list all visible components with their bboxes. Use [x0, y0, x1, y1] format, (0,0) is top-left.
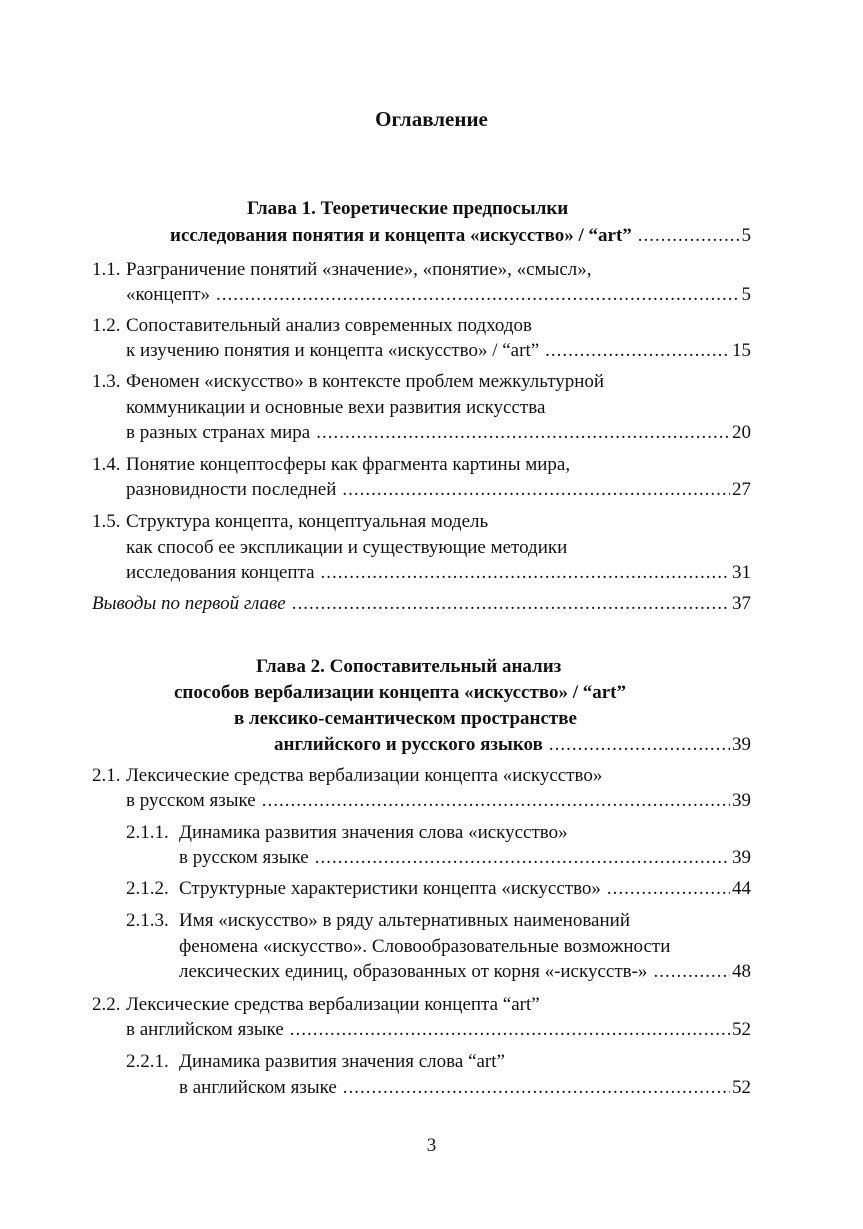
page-ref: 44 [732, 878, 751, 899]
toc-entry-text: в английском языке [179, 1077, 337, 1098]
chapter-2-heading-line-3: в лексико-семантическом пространстве [234, 708, 577, 729]
leader-dots [653, 959, 730, 985]
toc-entry-text: Лексические средства вербализации концепта “art” [126, 994, 540, 1015]
page-ref: 52 [732, 1077, 751, 1098]
toc-entry-text: коммуникации и основные вехи развития искусства [126, 397, 546, 418]
page-title: Оглавление [375, 107, 488, 131]
toc-entry-conclusions-1[interactable] [92, 591, 751, 617]
toc-entry-1-4[interactable] [126, 477, 751, 503]
leader-dots [321, 560, 730, 586]
toc-entry-2-1-1[interactable] [179, 845, 751, 871]
toc-entry-text: «концепт» [126, 284, 211, 305]
toc-entry-text: разновидности последней [126, 479, 337, 500]
section-number: 1.3. [92, 371, 121, 392]
toc-entry-2-2[interactable] [126, 1017, 751, 1043]
toc-entry-text: как способ ее экспликации и существующие методики [126, 537, 568, 558]
toc-entry-text: исследования концепта [126, 562, 315, 583]
leader-dots [290, 1017, 730, 1043]
toc-entry-2-1-3[interactable] [179, 959, 751, 985]
section-number: 2.1.3. [126, 910, 169, 931]
chapter-1-heading-line-1: Глава 1. Теоретические предпосылки [247, 198, 569, 219]
section-number: 1.4. [92, 454, 121, 475]
toc-entry-text: в английском языке [126, 1019, 284, 1040]
toc-entry-text: Структура концепта, концептуальная модель [126, 511, 489, 532]
leader-dots [549, 732, 730, 758]
page-ref: 39 [732, 790, 751, 811]
toc-entry-1-5[interactable] [126, 560, 751, 586]
section-number: 2.2. [92, 994, 121, 1015]
page-ref: 39 [732, 734, 751, 755]
leader-dots [262, 788, 730, 814]
toc-entry-text: Структурные характеристики концепта «искусство» [179, 878, 601, 899]
page-ref: 52 [732, 1019, 751, 1040]
section-number: 1.2. [92, 315, 121, 336]
toc-entry-text: Лексические средства вербализации концепта «искусство» [126, 765, 603, 786]
section-number: 2.1. [92, 765, 121, 786]
leader-dots [343, 1075, 730, 1101]
toc-entry-2-1-2[interactable] [179, 876, 751, 902]
toc-entry-text: к изучению понятия и концепта «искусство» / “art” [126, 340, 540, 361]
leader-dots [342, 477, 730, 503]
leader-dots [315, 845, 730, 871]
leader-dots [316, 420, 730, 446]
page-ref: 48 [732, 961, 751, 982]
toc-entry-text: Сопоставительный анализ современных подходов [126, 315, 532, 336]
page-ref: 39 [732, 847, 751, 868]
toc-entry-text: в русском языке [179, 847, 309, 868]
toc-entry-2-1[interactable] [126, 788, 751, 814]
toc-entry-text: в русском языке [126, 790, 256, 811]
toc-entry-1-1[interactable] [126, 282, 751, 308]
toc-entry-chapter-2[interactable] [274, 732, 751, 758]
chapter-2-heading-line-1: Глава 2. Сопоставительный анализ [256, 656, 562, 677]
section-number: 2.2.1. [126, 1051, 169, 1072]
toc-entry-text: феномена «искусство». Словообразовательные возможности [179, 936, 671, 957]
section-number: 2.1.2. [126, 878, 169, 899]
toc-entry-1-3[interactable] [126, 420, 751, 446]
toc-entry-text: лексических единиц, образованных от корня «-искусств-» [179, 961, 648, 982]
section-number: 2.1.1. [126, 822, 169, 843]
leader-dots [638, 223, 740, 249]
toc-entry-chapter-1[interactable] [170, 223, 751, 249]
chapter-1-heading-line-2: исследования понятия и концепта «искусство» / “art” [170, 225, 632, 246]
page-number: 3 [426, 1135, 437, 1156]
section-number: 1.1. [92, 259, 121, 280]
leader-dots [216, 282, 739, 308]
leader-dots [545, 338, 730, 364]
toc-entry-text: Разграничение понятий «значение», «понятие», «смысл», [126, 259, 592, 280]
leader-dots [607, 876, 730, 902]
page-ref: 5 [741, 225, 751, 246]
leader-dots [292, 591, 730, 617]
page-ref: 5 [741, 284, 751, 305]
chapter-2-heading-line-4: английского и русского языков [274, 734, 543, 755]
toc-entry-text: Понятие концептосферы как фрагмента картины мира, [126, 454, 571, 475]
toc-entry-1-2[interactable] [126, 338, 751, 364]
toc-entry-2-2-1[interactable] [179, 1075, 751, 1101]
toc-entry-text: в разных странах мира [126, 422, 311, 443]
page-ref: 37 [732, 593, 751, 614]
chapter-2-heading-line-2: способов вербализации концепта «искусство» / “art” [174, 682, 626, 703]
page-ref: 27 [732, 479, 751, 500]
toc-entry-text: Динамика развития значения слова «искусство» [179, 822, 568, 843]
toc-entry-text: Имя «искусство» в ряду альтернативных наименований [179, 910, 630, 931]
page-ref: 31 [732, 562, 751, 583]
section-number: 1.5. [92, 511, 121, 532]
page-ref: 15 [732, 340, 751, 361]
toc-entry-text: Феномен «искусство» в контексте проблем межкультурной [126, 371, 605, 392]
page-ref: 20 [732, 422, 751, 443]
toc-entry-text: Динамика развития значения слова “art” [179, 1051, 505, 1072]
toc-entry-text: Выводы по первой главе [92, 593, 286, 614]
